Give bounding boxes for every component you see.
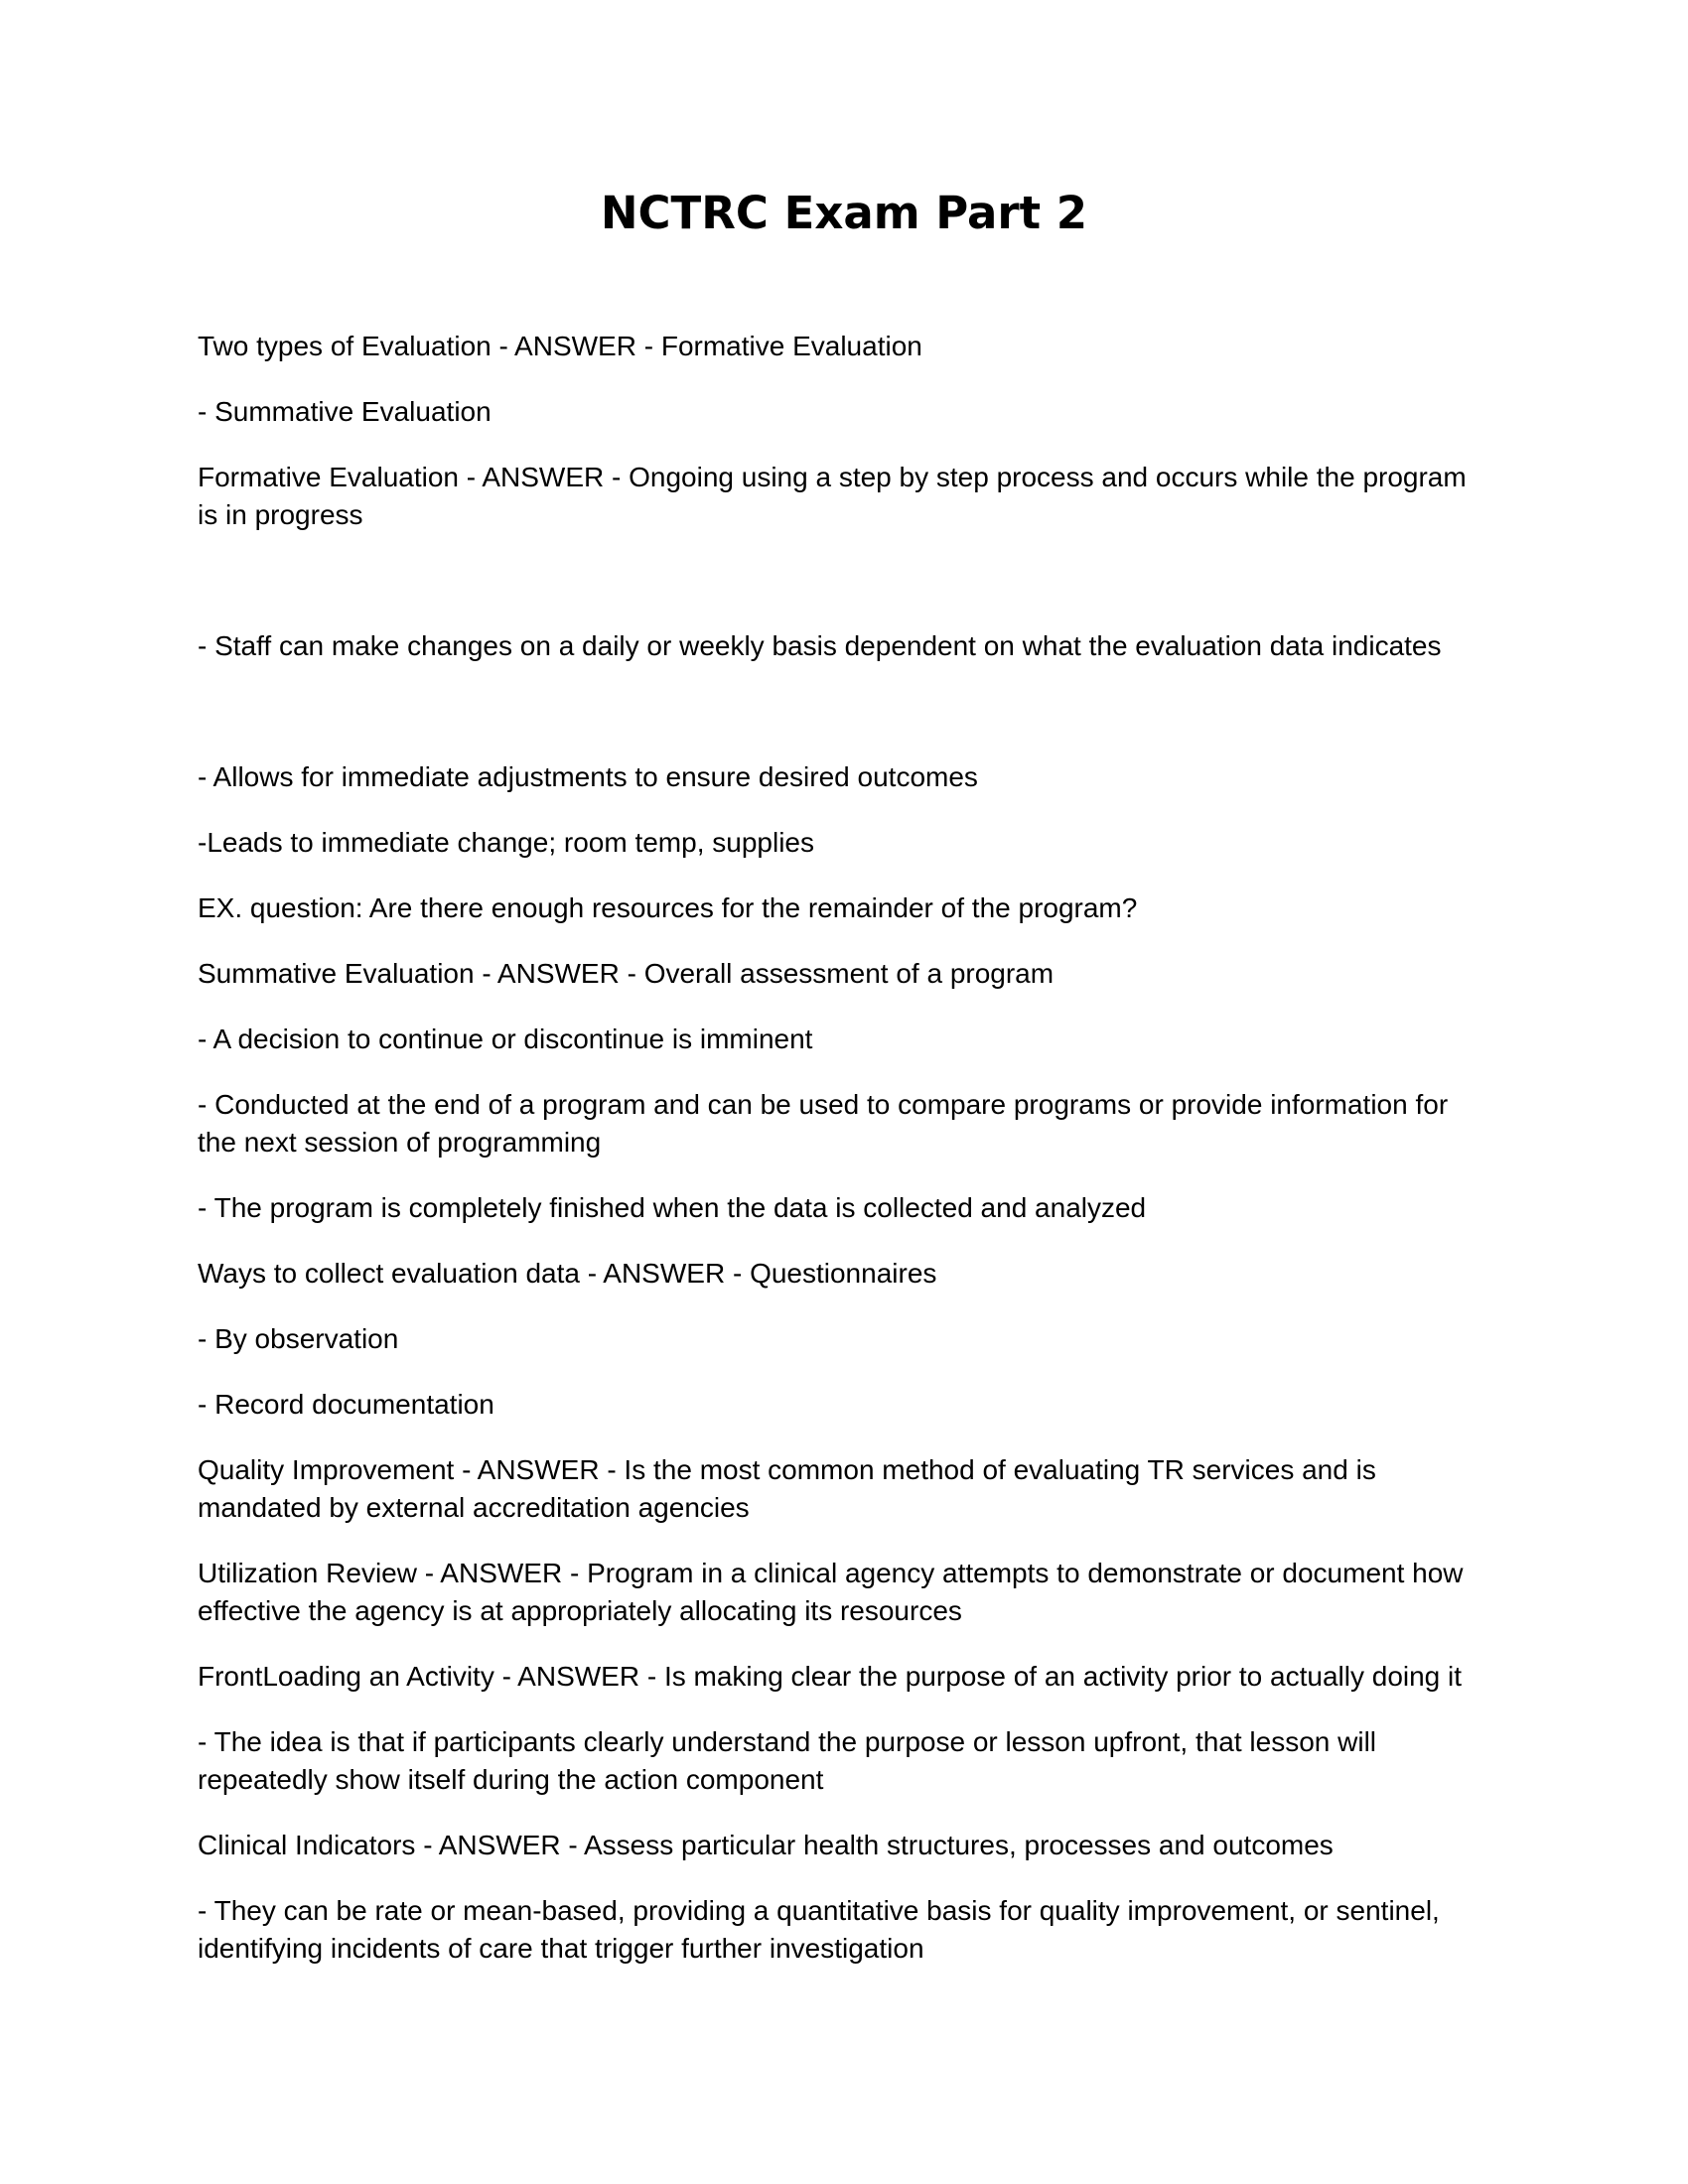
paragraph: Two types of Evaluation - ANSWER - Formative Evaluation (198, 331, 922, 361)
paragraph: Summative Evaluation - ANSWER - Overall assessment of a program (198, 958, 1055, 989)
paragraph: Quality Improvement - ANSWER - Is the most common method of evaluating TR services and is mandated by external accreditation agencies (198, 1454, 1376, 1523)
paragraph: - Summative Evaluation (198, 396, 492, 427)
paragraph: - Record documentation (198, 1389, 494, 1420)
document-body (198, 328, 1478, 1995)
paragraph: - The idea is that if participants clearly understand the purpose or lesson upfront, that lesson will repeatedly show itself during the action component (198, 1726, 1377, 1795)
paragraph: Formative Evaluation - ANSWER - Ongoing using a step by step process and occurs while the program is in progress (198, 462, 1467, 530)
paragraph: Ways to collect evaluation data - ANSWER - Questionnaires (198, 1258, 937, 1289)
paragraph: - They can be rate or mean-based, providing a quantitative basis for quality improvement, or sentinel, identifying incidents of care that trigger further investigation (198, 1895, 1440, 1964)
paragraph: - Conducted at the end of a program and can be used to compare programs or provide information for the next session of programming (198, 1089, 1449, 1158)
paragraph: - The program is completely finished when the data is collected and analyzed (198, 1192, 1147, 1223)
paragraph: EX. question: Are there enough resources for the remainder of the program? (198, 892, 1138, 923)
paragraph: - A decision to continue or discontinue is imminent (198, 1024, 813, 1054)
paragraph: -Leads to immediate change; room temp, supplies (198, 827, 814, 858)
paragraph: Clinical Indicators - ANSWER - Assess particular health structures, processes and outcomes (198, 1830, 1334, 1860)
paragraph: - Allows for immediate adjustments to ensure desired outcomes (198, 761, 978, 792)
page-title: NCTRC Exam Part 2 (600, 187, 1088, 239)
paragraph: Utilization Review - ANSWER - Program in a clinical agency attempts to demonstrate or document how effective the agency is at appropriately allocating its resources (198, 1558, 1464, 1626)
paragraph: FrontLoading an Activity - ANSWER - Is making clear the purpose of an activity prior to actually doing it (198, 1661, 1463, 1692)
paragraph: - Staff can make changes on a daily or weekly basis dependent on what the evaluation data indicates (198, 630, 1442, 661)
paragraph: - By observation (198, 1323, 399, 1354)
